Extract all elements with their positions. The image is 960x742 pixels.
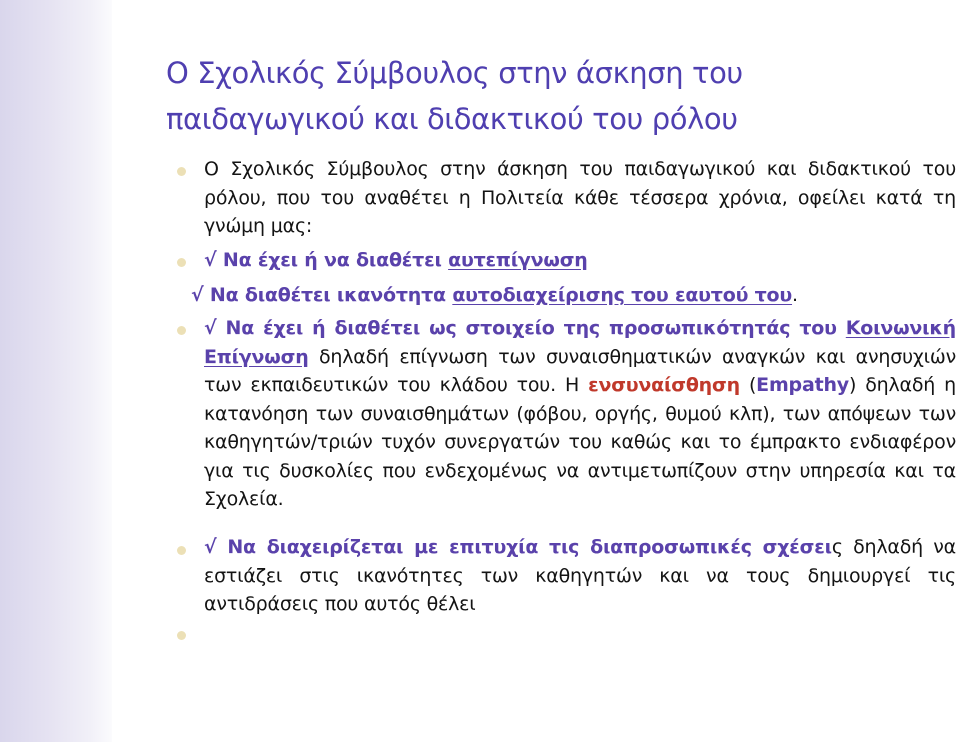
list-item-interpersonal: √ Να διαχειρίζεται με επιτυχία τις διαπροσωπικές σχέσεις δηλαδή να εστιάζει στις ικανότητες των καθηγητών και να τους δημιουργεί τις αντιδράσεις που αυτός θέλει: [204, 536, 956, 615]
bullet-dot: [177, 167, 186, 176]
list-item-social-awareness: √ Να έχει ή διαθέτει ως στοιχείο της προσωπικότητάς του Κοινωνική Επίγνωση δηλαδή επίγνωση των συναισθηματικών αναγκών και ανησυχιών των εκπαιδευτικών του κλάδου του. Η ενσυναίσθηση (Empathy) δηλαδή η κατανόηση των συναισθημάτων (φόβου, οργής, θυμού κλπ), των απόψεων των καθηγητών/τριών τυχόν συνεργατών του καθώς και το έμπρακτο ενδιαφέρον για τις δυσκολίες που ενδεχομένως να αντιμετωπίζουν στην υπηρεσία και τα Σχολεία.: [204, 317, 956, 510]
title-line-2: παιδαγωγικού και διδακτικού του ρόλου: [166, 102, 738, 136]
title-line-1: Ο Σχολικός Σύμβουλος στην άσκηση του: [166, 56, 743, 90]
self-management-term: αυτοδιαχείρισης του εαυτού του: [452, 284, 793, 306]
self-awareness-term: αυτεπίγνωση: [448, 249, 588, 271]
list-item-self-management: √ Να διαθέτει ικανότητα αυτοδιαχείρισης του εαυτού του.: [191, 284, 798, 306]
bullet-dot: [177, 326, 186, 335]
list-item-self-awareness: √ Να έχει ή να διαθέτει αυτεπίγνωση: [204, 249, 588, 271]
empathy-term-english: Empathy: [756, 374, 849, 396]
social-awareness-term: Κοινωνική Επίγνωση: [204, 317, 956, 368]
bullet-dot: [177, 258, 186, 267]
bullet-dot: [177, 546, 186, 555]
slide-title: [166, 50, 906, 142]
empathy-term-greek: ενσυναίσθηση: [588, 374, 740, 396]
bullet-dot-empty: [177, 631, 186, 640]
list-item-intro: Ο Σχολικός Σύμβουλος στην άσκηση του παιδαγωγικού και διδακτικού του ρόλου, που του αναθέτει η Πολιτεία κάθε τέσσερα χρόνια, οφείλει κατά τη γνώμη μας:: [204, 158, 956, 237]
